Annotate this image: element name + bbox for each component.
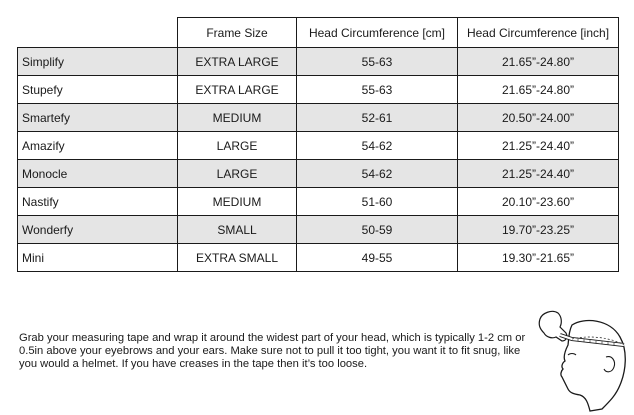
inch-cell: 21.25”-24.40”: [458, 132, 619, 160]
frame-size-cell: LARGE: [178, 160, 297, 188]
cm-cell: 50-59: [297, 216, 458, 244]
model-cell: Wonderfy: [18, 216, 178, 244]
frame-size-cell: MEDIUM: [178, 104, 297, 132]
header-head-circumference-cm: Head Circumference [cm]: [297, 18, 458, 48]
frame-size-cell: EXTRA LARGE: [178, 76, 297, 104]
table-header-row: [18, 18, 619, 48]
table-row: [18, 188, 619, 216]
table-row: [18, 132, 619, 160]
header-corner: [18, 18, 178, 48]
table-row: [18, 216, 619, 244]
header-frame-size: Frame Size: [178, 18, 297, 48]
head-measuring-tape-icon: [532, 305, 630, 413]
inch-cell: 21.65”-24.80”: [458, 76, 619, 104]
frame-size-cell: MEDIUM: [178, 188, 297, 216]
measuring-instructions: Grab your measuring tape and wrap it around the widest part of your head, which is typically 1-2 cm or 0.5in above your eyebrows and your ears. Make sure not to pull it too tight, you want it to fit snug, like you would a helmet. If you have creases in the tape then it’s too loose.: [19, 332, 526, 370]
table-row: [18, 76, 619, 104]
frame-size-cell: EXTRA SMALL: [178, 244, 297, 272]
model-cell: Stupefy: [18, 76, 178, 104]
inch-cell: 21.65”-24.80”: [458, 48, 619, 76]
model-cell: Amazify: [18, 132, 178, 160]
model-cell: Mini: [18, 244, 178, 272]
table-row: [18, 104, 619, 132]
frame-size-cell: LARGE: [178, 132, 297, 160]
inch-cell: 19.70”-23.25”: [458, 216, 619, 244]
table-row: [18, 160, 619, 188]
cm-cell: 54-62: [297, 132, 458, 160]
size-chart-table: [17, 17, 619, 272]
model-cell: Simplify: [18, 48, 178, 76]
inch-cell: 19.30”-21.65”: [458, 244, 619, 272]
cm-cell: 55-63: [297, 48, 458, 76]
cm-cell: 55-63: [297, 76, 458, 104]
table-row: [18, 48, 619, 76]
model-cell: Nastify: [18, 188, 178, 216]
model-cell: Monocle: [18, 160, 178, 188]
inch-cell: 21.25”-24.40”: [458, 160, 619, 188]
cm-cell: 52-61: [297, 104, 458, 132]
header-head-circumference-inch: Head Circumference [inch]: [458, 18, 619, 48]
cm-cell: 51-60: [297, 188, 458, 216]
cm-cell: 54-62: [297, 160, 458, 188]
model-cell: Smartefy: [18, 104, 178, 132]
inch-cell: 20.50”-24.00”: [458, 104, 619, 132]
frame-size-cell: SMALL: [178, 216, 297, 244]
inch-cell: 20.10”-23.60”: [458, 188, 619, 216]
cm-cell: 49-55: [297, 244, 458, 272]
frame-size-cell: EXTRA LARGE: [178, 48, 297, 76]
table-row: [18, 244, 619, 272]
